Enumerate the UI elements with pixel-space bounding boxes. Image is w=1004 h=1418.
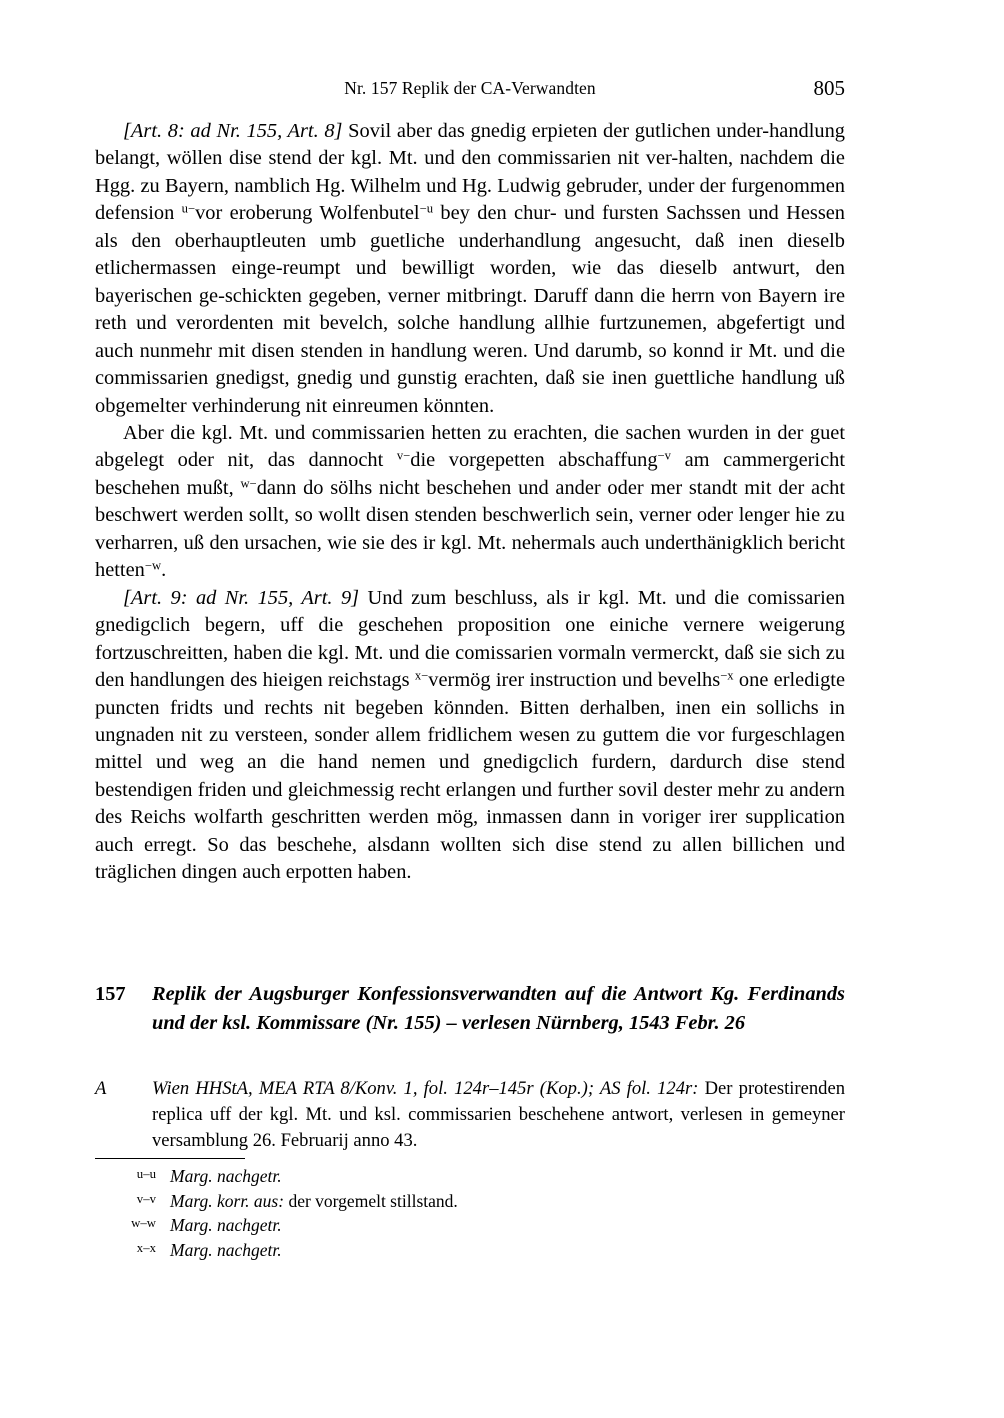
paragraph-art-9 (95, 585, 845, 887)
footnote-item (95, 1239, 845, 1264)
footnote-item (95, 1190, 845, 1215)
footnote-marker-w-close: −w (144, 558, 162, 573)
footnote-key-u: u–u (136, 1167, 156, 1181)
footnote-text-w-italic: Marg. nachgetr. (170, 1215, 282, 1235)
article-reference-8: [Art. 8: ad Nr. 155, Art. 8] (123, 120, 343, 142)
running-head-title: Nr. 157 Replik der CA-Verwandten (344, 78, 596, 98)
paragraph-aber-text-2: am cammergericht beschehen mußt, (95, 449, 845, 499)
section-heading (95, 980, 845, 1037)
paragraph-aber-die-kgl (95, 420, 845, 585)
paragraph-art-8-marked-text: vor eroberung Wolfenbutel (195, 202, 420, 225)
footnote-marker-v-close: −v (657, 448, 671, 463)
footnote-marker-x-open: x− (414, 668, 429, 683)
body-text (95, 118, 845, 887)
footnote-text-v-roman: der vorgemelt stillstand. (284, 1190, 458, 1211)
article-reference-9: [Art. 9: ad Nr. 155, Art. 9] (123, 586, 360, 609)
footnote-marker-u-close: −u (419, 201, 434, 216)
paragraph-art-8 (95, 118, 845, 420)
running-head (95, 78, 845, 104)
footnote-marker-v-open: v− (396, 448, 411, 463)
paragraph-art-9-text-1: Und zum beschluss, als ir kgl. Mt. und die comissarien gnedigclich begern, uff die geschehen proposition one einiche vernere weigerung fortzuschreitten, haben die kgl. Mt. und die comissarien vormaln vermerckt, daß sie sich zu den handlungen des hieigen reichstags (95, 586, 845, 692)
footnote-text-w (170, 1214, 845, 1237)
footnote-text-x (170, 1239, 845, 1262)
footnote-separator-rule (95, 1158, 245, 1159)
footnote-key-x: x–x (136, 1240, 156, 1255)
footnote-item (95, 1214, 845, 1239)
paragraph-art-8-text-before: Sovil aber das gnedig erpieten der gutlichen under-handlung belangt, wöllen dise stend der kgl. Mt. und den commissarien nit ver-halten, nachdem die Hgg. zu Bayern, namblich Hg. Wilhelm und Hg. Ludwig gebruder, under der furgenommen defension (95, 120, 845, 225)
footnote-text-v (170, 1190, 845, 1213)
source-description (152, 1076, 845, 1154)
footnote-marker-x-close: −x (720, 668, 734, 683)
footnote-apparatus (95, 1158, 845, 1263)
source-description-text: Der protestirenden replica uff der kgl. Mt. und ksl. commissarien beschehene antwort, verlesen in gemeyner versamblung 26. Februarij anno 43. (152, 1078, 846, 1151)
footnote-item (95, 1165, 845, 1190)
paragraph-aber-text-1: Aber die kgl. Mt. und commissarien hetten zu erachten, die sachen wurden in der guet abgelegt oder nit, das dannocht (95, 421, 845, 472)
footnote-text-u-italic: Marg. nachgetr. (170, 1166, 282, 1186)
footnote-marker-u-open: u− (181, 201, 196, 216)
paragraph-art-9-marked-x: vermög irer instruction und bevelhs (428, 669, 721, 692)
section-number: 157 (95, 983, 126, 1005)
source-block (95, 1076, 845, 1154)
source-siglum: A (95, 1078, 107, 1099)
paragraph-art-9-text-2: one erledigte puncten fridts und rechts nit begeben könnden. Bitten derhalben, inen ein sollichs in ungnaden nit zu versteen, sonder allem fridlichem wesen zu guttem die vor furgeschlagen mittel und weg an die hand nemen und gnedigclich furdern, dardurch dise stend bestendigen friden und gleichmessig recht erlangen und further sovil dester mehr zu andern des Reichs wolfarth geschritten werden mög, inmassen dann in voriger irer supplication auch erregt. So das beschehe, alsdann wollten sich dise stend zu allen billichen und träglichen dingen auch erpotten haben. (95, 669, 846, 884)
footnote-key-w: w–w (131, 1216, 156, 1230)
footnote-marker-w-open: w− (240, 476, 257, 491)
footnote-text-x-italic: Marg. nachgetr. (170, 1239, 282, 1260)
footnote-text-v-italic: Marg. korr. aus: (170, 1190, 285, 1211)
source-shelfmark: Wien HHStA, MEA RTA 8/Konv. 1, fol. 124r–145r (Kop.); AS fol. 124r: (152, 1078, 699, 1099)
paragraph-aber-marked-w: dann do sölhs nicht beschehen und ander oder mer standt mit der acht beschwert werden sollt, so wollt disen stenden beschwerlich sein, verner oder lenger hie zu verharren, uß den ursachen, wie sie des ir kgl. Mt. nehermals auch underthänigklich bericht hetten (95, 476, 845, 582)
footnote-text-u (170, 1165, 845, 1188)
section-title: Replik der Augsburger Konfessionsverwandten auf die Antwort Kg. Ferdinands und der ksl. Kommissare (Nr. 155) – verlesen Nürnberg, 1543 Febr. 26 (152, 983, 845, 1034)
page-number: 805 (813, 76, 845, 100)
paragraph-aber-marked-v: die vorgepetten abschaffung (410, 449, 658, 472)
paragraph-art-8-text-after: bey den chur- und fursten Sachssen und Hessen als den oberhauptleuten umb guetliche underhandlung angesucht, daß inen dieselb etlichermassen einge-reumpt und bewilligt worden, wie das dieselb antwurt, den bayerischen ge-schickten gegeben, verner mitbringt. Daruff dann die herrn von Bayern ire reth und verordenten mit bevelch, solche handlung allhie furtzunemen, abgefertigt und auch nunmehr mit disen stenden in handlung weren. Und darumb, so konnd ir Mt. und die commissarien gnedigst, gnedig und gunstig erachten, daß sie inen guettliche handlung uß obgemelter verhinderung nit einreumen könnten. (95, 202, 845, 417)
paragraph-aber-text-3: . (161, 559, 167, 582)
footnote-key-v: v–v (136, 1191, 156, 1206)
